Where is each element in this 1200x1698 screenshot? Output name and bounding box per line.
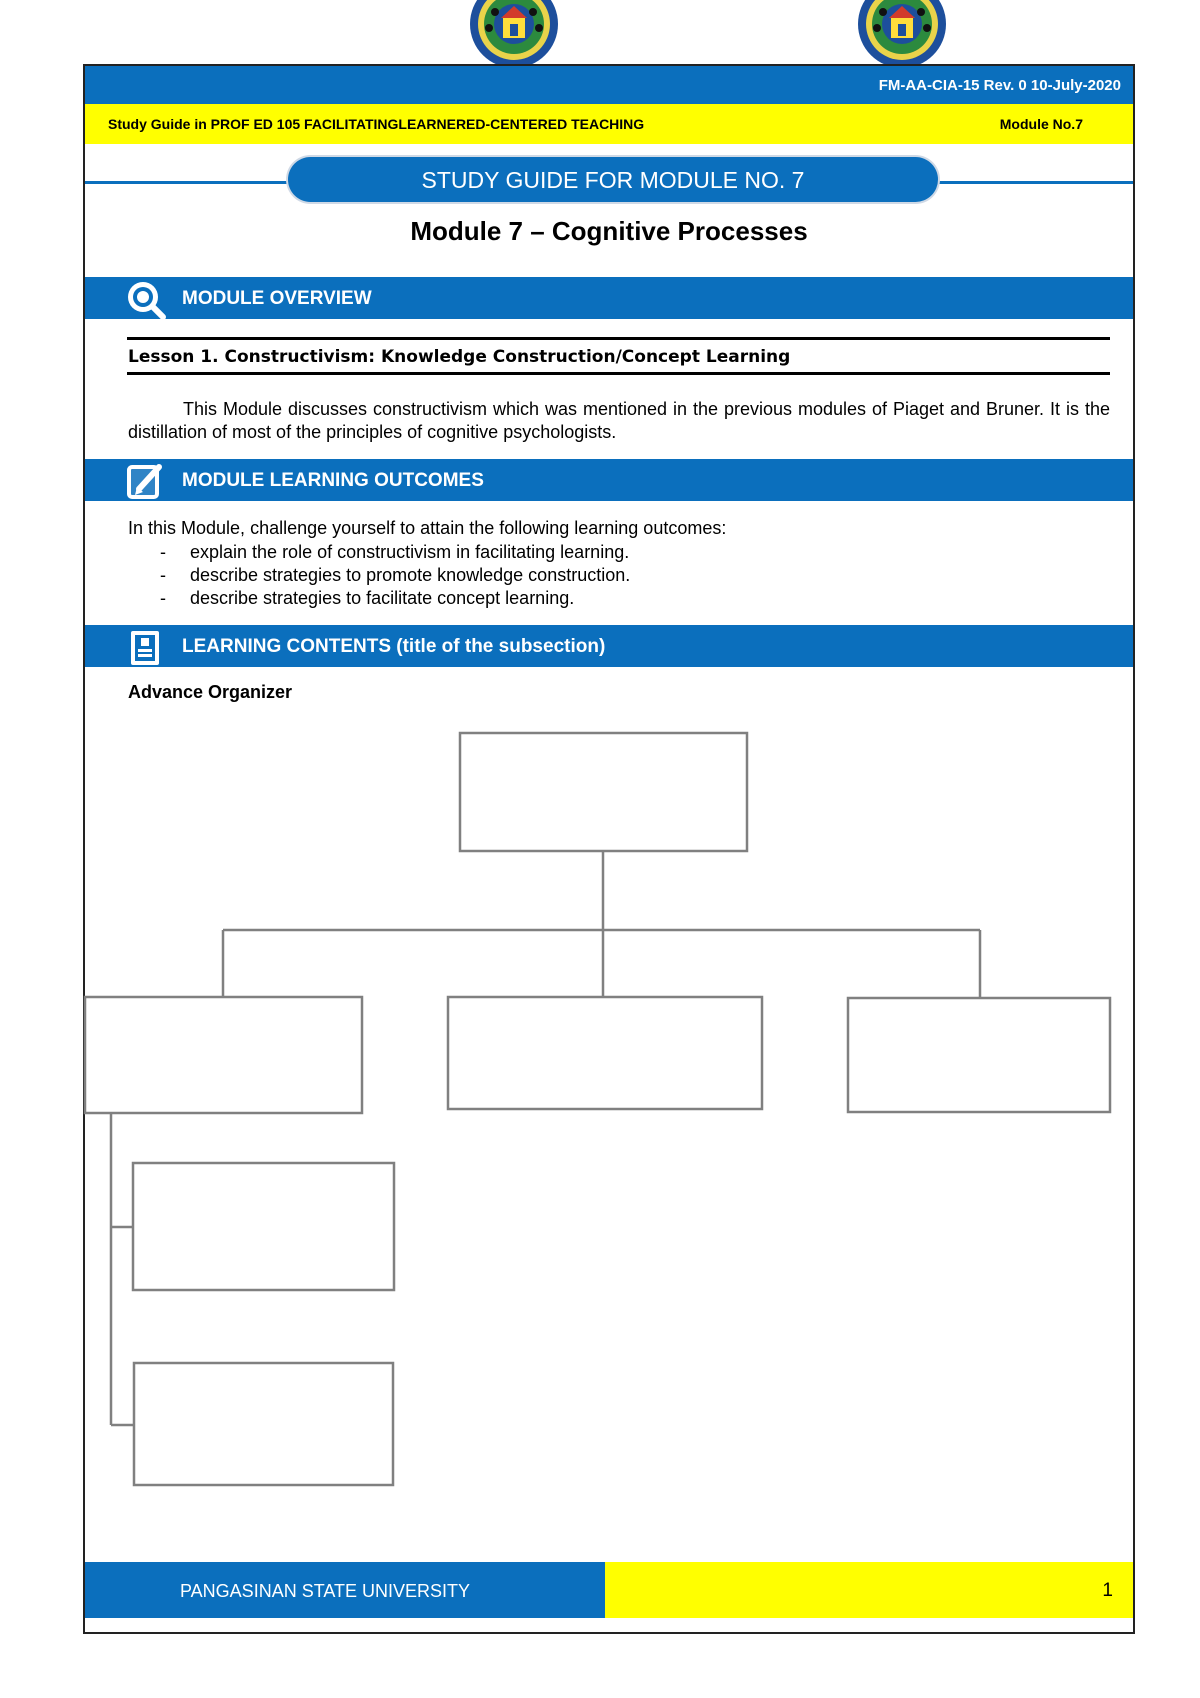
organizer-root-box <box>460 733 747 851</box>
module-title: Module 7 – Cognitive Processes <box>410 216 808 246</box>
outcome-text: describe strategies to facilitate concept learning. <box>190 588 575 608</box>
outcome-text: describe strategies to promote knowledge construction. <box>190 565 631 585</box>
bullet-dash: - <box>160 542 166 562</box>
footer-university-bar <box>85 1562 605 1618</box>
organizer-child-box-left <box>85 997 362 1113</box>
learning-contents-heading: LEARNING CONTENTS (title of the subsection) <box>182 636 606 657</box>
bullet-dash: - <box>160 588 166 608</box>
overview-paragraph: This Module discusses constructivism which was mentioned in the previous modules of Piaget and Bruner. It is the distillation of most of the principles of cognitive psychologists. <box>128 399 1110 442</box>
organizer-grandchild-box-top <box>133 1163 394 1290</box>
outcome-text: explain the role of constructivism in facilitating learning. <box>190 542 630 562</box>
study-guide-title: STUDY GUIDE FOR MODULE NO. 7 <box>421 167 805 193</box>
organizer-child-box-middle <box>448 997 762 1109</box>
organizer-grandchild-box-bottom <box>134 1363 393 1485</box>
learning-outcomes-heading: MODULE LEARNING OUTCOMES <box>182 470 484 491</box>
footer-university: PANGASINAN STATE UNIVERSITY <box>180 1581 471 1601</box>
organizer-child-box-right <box>848 998 1110 1112</box>
course-title: Study Guide in PROF ED 105 FACILITATINGLEARNERED-CENTERED TEACHING <box>108 116 645 132</box>
lesson-title: Lesson 1. Constructivism: Knowledge Construction/Concept Learning <box>128 347 791 367</box>
bullet-dash: - <box>160 565 166 585</box>
advance-organizer-label: Advance Organizer <box>128 682 293 702</box>
footer-page-bar <box>605 1562 1133 1618</box>
module-overview-heading: MODULE OVERVIEW <box>182 288 372 309</box>
outcomes-intro: In this Module, challenge yourself to attain the following learning outcomes: <box>128 518 727 538</box>
module-number: Module No.7 <box>999 116 1083 132</box>
form-code: FM-AA-CIA-15 Rev. 0 10-July-2020 <box>878 77 1121 94</box>
page-number: 1 <box>1102 1580 1113 1601</box>
